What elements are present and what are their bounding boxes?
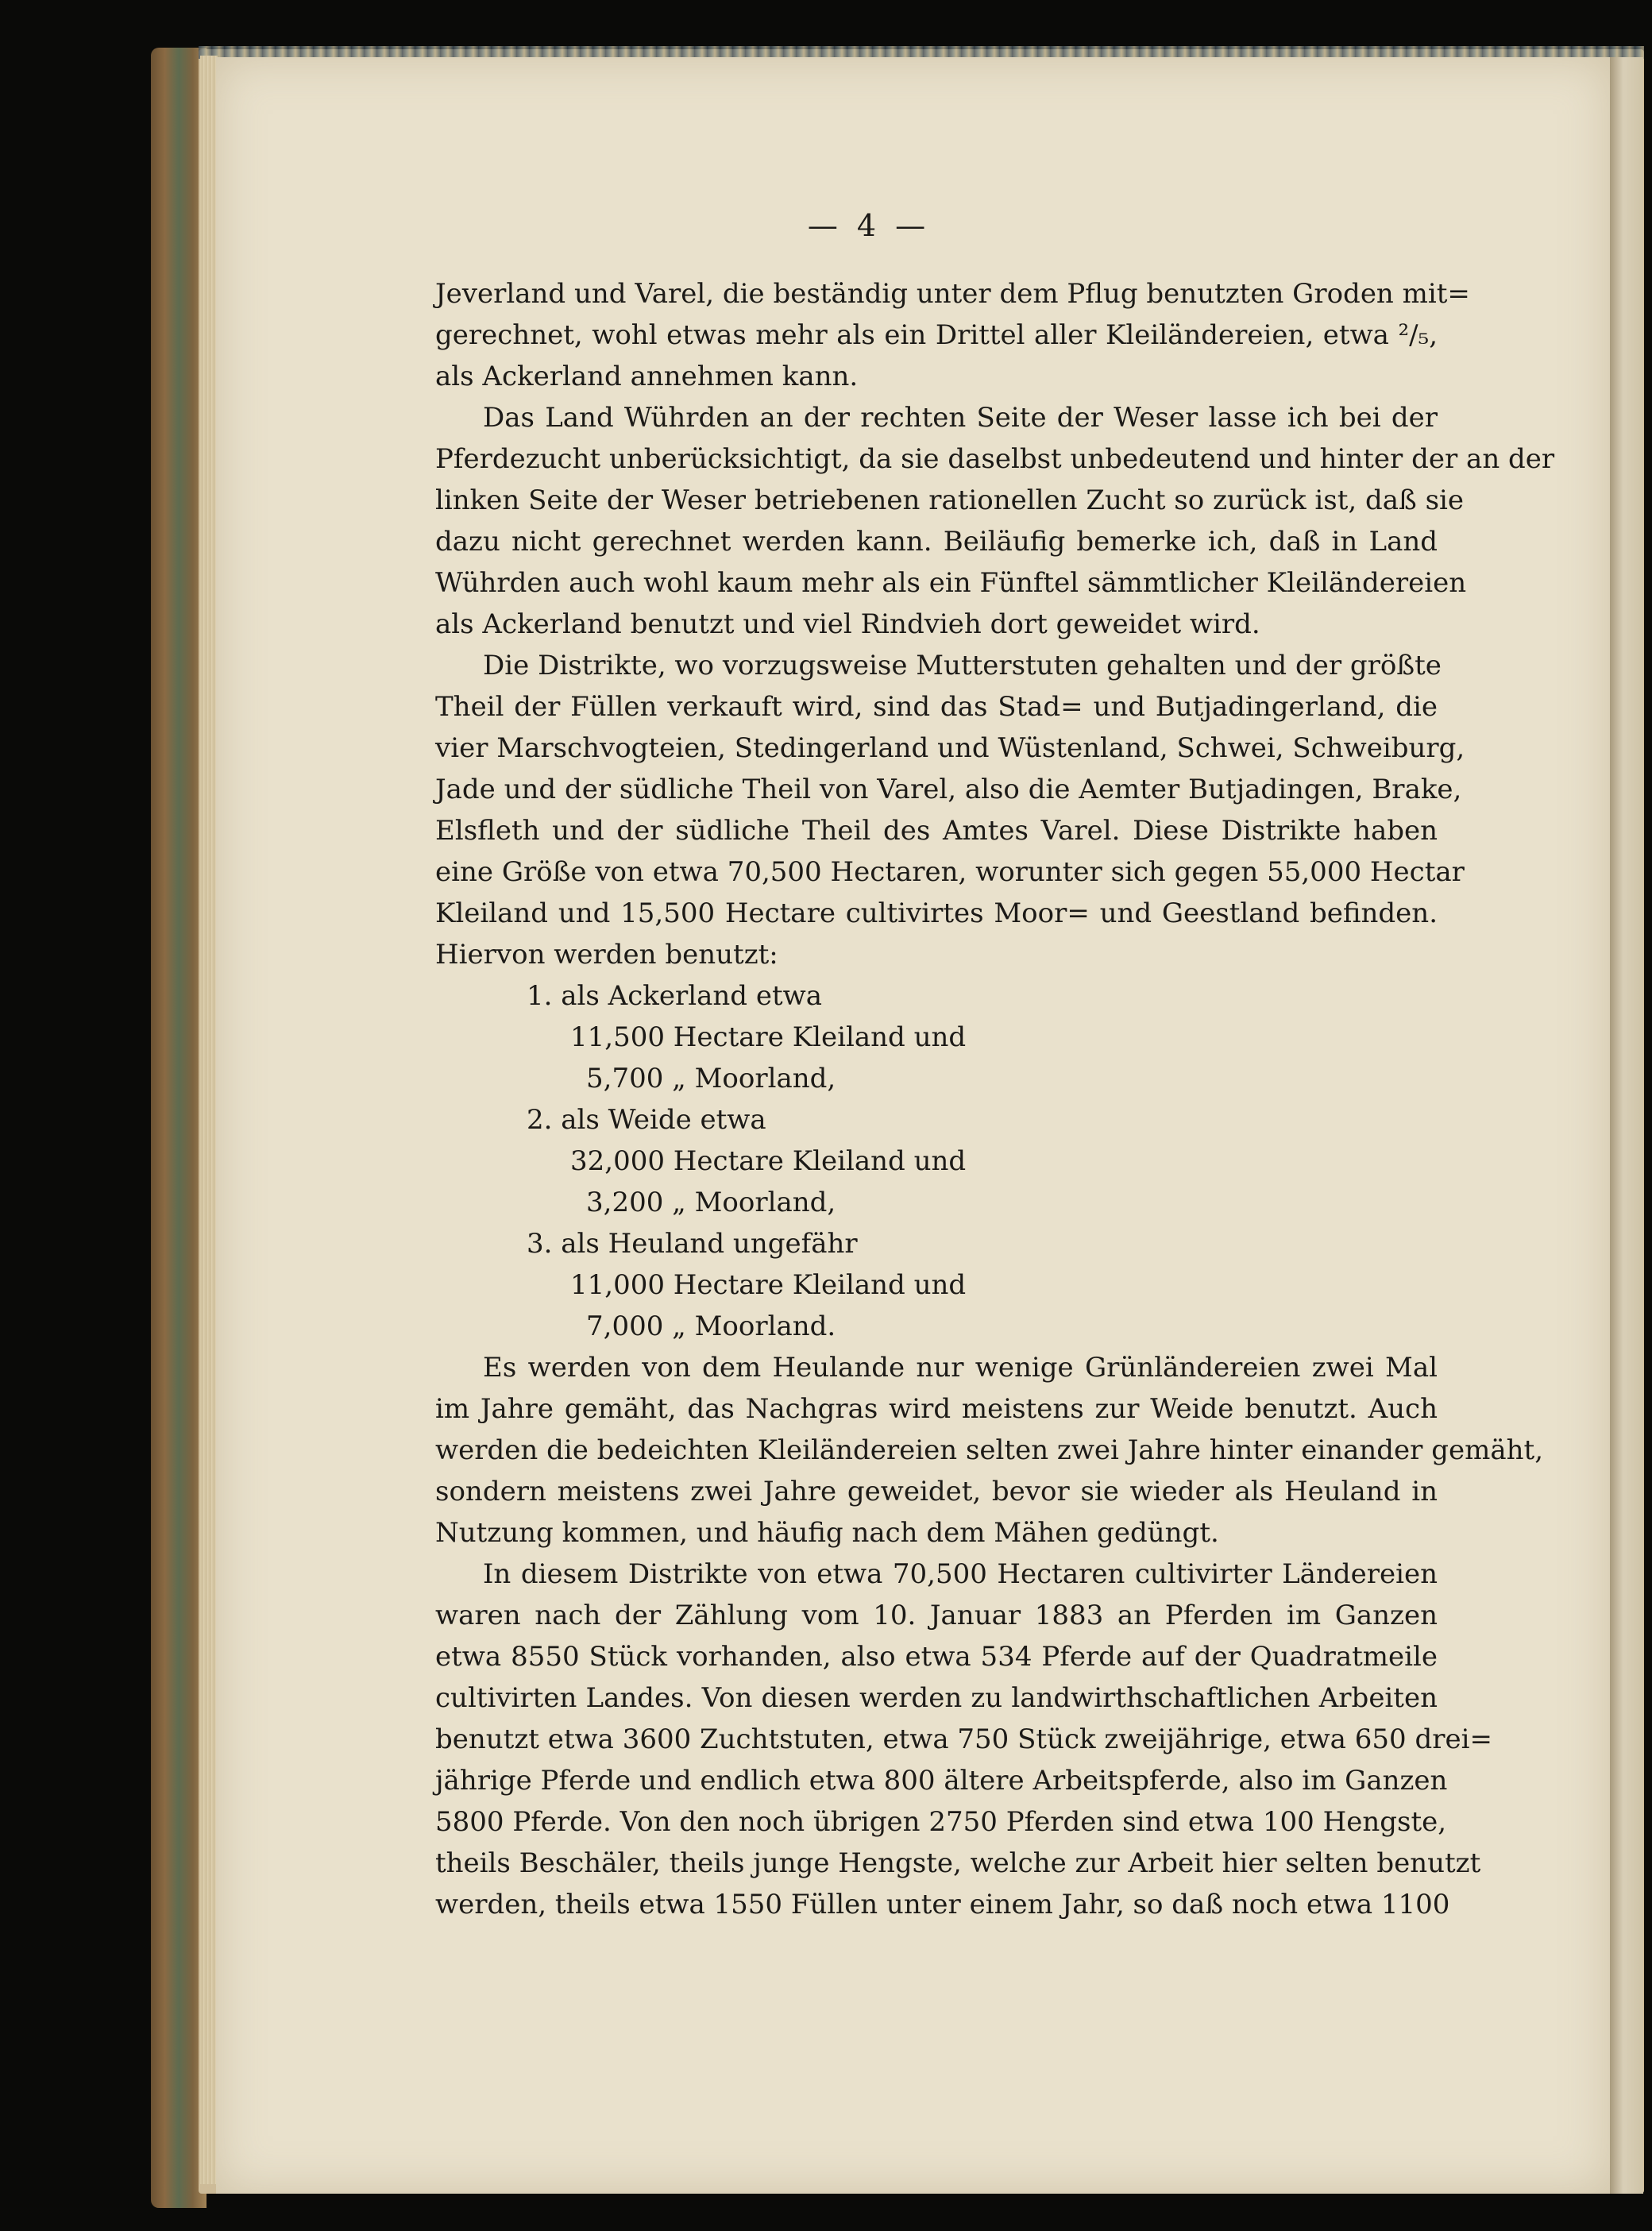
list-item: 2. als Weide etwa — [527, 1104, 766, 1136]
list-item: 11,000 Hectare Kleiland und — [570, 1269, 967, 1301]
text-line: gerechnet, wohl etwas mehr als ein Drittel aller Kleiländereien, etwa ²/₅, — [435, 319, 1438, 351]
text-line: cultivirten Landes. Von diesen werden zu landwirthschaftlichen Arbeiten — [435, 1682, 1438, 1714]
text-line: jährige Pferde und endlich etwa 800 ältere Arbeitspferde, also im Ganzen — [435, 1765, 1448, 1797]
text-line: Wührden auch wohl kaum mehr als ein Fünftel sämmtlicher Kleiländereien — [435, 567, 1467, 599]
list-item: 7,000 „ Moorland. — [586, 1310, 836, 1342]
text-line: Pferdezucht unberücksichtigt, da sie daselbst unbedeutend und hinter der an der — [435, 443, 1555, 475]
text-line: etwa 8550 Stück vorhanden, also etwa 534 Pferde auf der Quadratmeile — [435, 1641, 1438, 1673]
text-line: Es werden von dem Heulande nur wenige Grünländereien zwei Mal — [483, 1352, 1438, 1384]
text-line: Die Distrikte, wo vorzugsweise Mutterstuten gehalten und der größte — [483, 650, 1442, 681]
text-line: Jeverland und Varel, die beständig unter dem Pflug benutzten Groden mit= — [435, 278, 1470, 310]
list-item: 3,200 „ Moorland, — [586, 1187, 836, 1218]
text-line: sondern meistens zwei Jahre geweidet, bevor sie wieder als Heuland in — [435, 1476, 1438, 1507]
page-number: — 4 — — [807, 208, 931, 243]
list-item: 11,500 Hectare Kleiland und — [570, 1021, 967, 1053]
text-line: eine Größe von etwa 70,500 Hectaren, worunter sich gegen 55,000 Hectar — [435, 856, 1465, 888]
list-item: 32,000 Hectare Kleiland und — [570, 1145, 967, 1177]
text-line: theils Beschäler, theils junge Hengste, welche zur Arbeit hier selten benutzt — [435, 1847, 1481, 1879]
text-line: Hiervon werden benutzt: — [435, 939, 778, 971]
text-line: linken Seite der Weser betriebenen rationellen Zucht so zurück ist, daß sie — [435, 484, 1465, 516]
page-stack-edge — [200, 56, 218, 2184]
text-line: Kleiland und 15,500 Hectare cultivirtes Moor= und Geestland befinden. — [435, 897, 1438, 929]
text-line: dazu nicht gerechnet werden kann. Beiläufig bemerke ich, daß in Land — [435, 526, 1438, 558]
text-line: im Jahre gemäht, das Nachgras wird meistens zur Weide benutzt. Auch — [435, 1393, 1438, 1425]
text-line: Theil der Füllen verkauft wird, sind das Stad= und Butjadingerland, die — [435, 691, 1438, 723]
list-item: 5,700 „ Moorland, — [586, 1063, 836, 1094]
text-line: als Ackerland annehmen kann. — [435, 361, 859, 392]
text-line: Elsfleth und der südliche Theil des Amtes Varel. Diese Distrikte haben — [435, 815, 1438, 847]
text-line: Jade und der südliche Theil von Varel, also die Aemter Butjadingen, Brake, — [435, 774, 1462, 805]
text-line: werden die bedeichten Kleiländereien selten zwei Jahre hinter einander gemäht, — [435, 1434, 1543, 1466]
list-item: 3. als Heuland ungefähr — [527, 1228, 858, 1260]
list-item: 1. als Ackerland etwa — [527, 980, 822, 1012]
text-line: vier Marschvogteien, Stedingerland und Wüstenland, Schwei, Schweiburg, — [435, 732, 1465, 764]
text-line: als Ackerland benutzt und viel Rindvieh dort geweidet wird. — [435, 608, 1260, 640]
text-line: 5800 Pferde. Von den noch übrigen 2750 Pferden sind etwa 100 Hengste, — [435, 1806, 1447, 1838]
text-line: benutzt etwa 3600 Zuchtstuten, etwa 750 Stück zweijährige, etwa 650 drei= — [435, 1723, 1492, 1755]
text-line: werden, theils etwa 1550 Füllen unter einem Jahr, so daß noch etwa 1100 — [435, 1889, 1450, 1920]
text-line: Das Land Wührden an der rechten Seite der Weser lasse ich bei der — [483, 402, 1438, 434]
text-line: In diesem Distrikte von etwa 70,500 Hectaren cultivirter Ländereien — [483, 1558, 1438, 1590]
text-line: waren nach der Zählung vom 10. Januar 1883 an Pferden im Ganzen — [435, 1600, 1438, 1631]
text-line: Nutzung kommen, und häufig nach dem Mähen gedüngt. — [435, 1517, 1219, 1549]
facing-page-edge — [1610, 57, 1643, 2194]
